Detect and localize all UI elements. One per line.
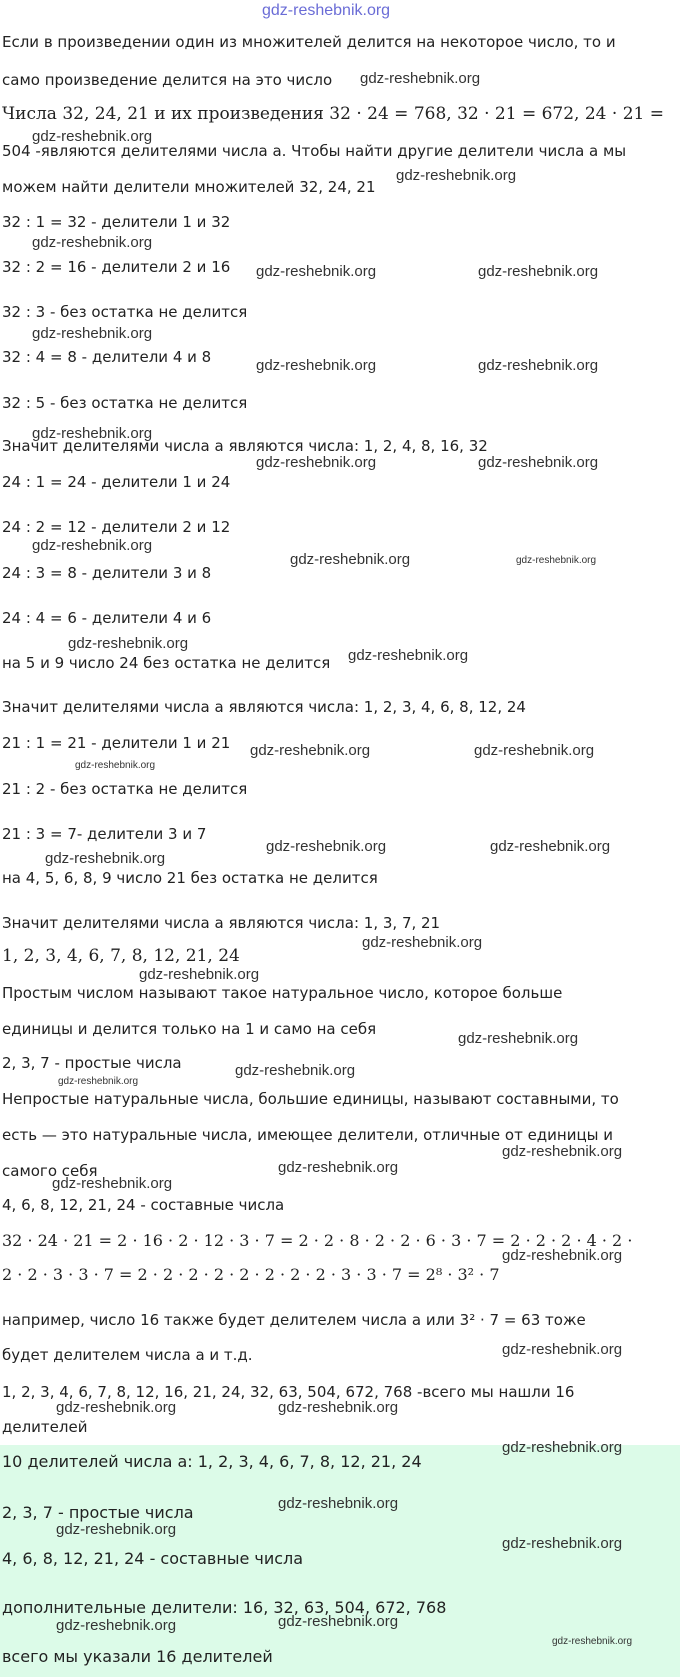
- text-line: 32 : 3 - без остатка не делится: [2, 303, 248, 321]
- watermark: gdz-reshebnik.org: [490, 838, 611, 855]
- watermark: gdz-reshebnik.org: [502, 1247, 623, 1264]
- text-line: 24 : 2 = 12 - делители 2 и 12: [2, 518, 231, 536]
- watermark: gdz-reshebnik.org: [68, 635, 189, 652]
- answer-line: всего мы указали 16 делителей: [2, 1647, 273, 1666]
- watermark: gdz-reshebnik.org: [32, 425, 153, 442]
- watermark: gdz-reshebnik.org: [256, 454, 377, 471]
- watermark: gdz-reshebnik.org: [56, 1521, 177, 1538]
- text-line: можем найти делители множителей 32, 24, 21: [2, 178, 376, 196]
- watermark: gdz-reshebnik.org: [478, 454, 599, 471]
- watermark: gdz-reshebnik.org: [235, 1062, 356, 1079]
- text-line: Числа 32, 24, 21 и их произведения 32 · 24 = 768, 32 · 21 = 672, 24 · 21 =: [2, 104, 664, 124]
- text-line: 4, 6, 8, 12, 21, 24 - составные числа: [2, 1196, 285, 1214]
- text-line: Значит делителями числа a являются числа: 1, 2, 3, 4, 6, 8, 12, 24: [2, 698, 526, 716]
- watermark: gdz-reshebnik.org: [250, 742, 371, 759]
- text-line: Простым числом называют такое натуральное число, которое больше: [2, 984, 563, 1002]
- text-line: 1, 2, 3, 4, 6, 7, 8, 12, 16, 21, 24, 32, 63, 504, 672, 768 -всего мы нашли 16: [2, 1383, 575, 1401]
- watermark: gdz-reshebnik.org: [360, 70, 481, 87]
- watermark: gdz-reshebnik.org: [256, 357, 377, 374]
- text-line: 1, 2, 3, 4, 6, 7, 8, 12, 21, 24: [2, 946, 240, 966]
- text-line: есть — это натуральные числа, имеющее делители, отличные от единицы и: [2, 1126, 614, 1144]
- text-line: 32 : 4 = 8 - делители 4 и 8: [2, 348, 212, 366]
- watermark: gdz-reshebnik.org: [478, 263, 599, 280]
- text-line: 32 · 24 · 21 = 2 · 16 · 2 · 12 · 3 · 7 = 2 · 2 · 8 · 2 · 2 · 6 · 3 · 7 = 2 · 2 · 2 · 4 · 2 ·: [2, 1231, 633, 1250]
- watermark: gdz-reshebnik.org: [45, 850, 166, 867]
- watermark: gdz-reshebnik.org: [75, 760, 156, 771]
- text-line: 504 -являются делителями числа a. Чтобы найти другие делители числа a мы: [2, 142, 627, 160]
- answer-line: 2, 3, 7 - простые числа: [2, 1503, 194, 1522]
- answer-line: 10 делителей числа a: 1, 2, 3, 4, 6, 7, 8, 12, 21, 24: [2, 1452, 422, 1471]
- answer-line: дополнительные делители: 16, 32, 63, 504, 672, 768: [2, 1598, 447, 1617]
- watermark: gdz-reshebnik.org: [552, 1636, 633, 1647]
- text-line: 32 : 5 - без остатка не делится: [2, 394, 248, 412]
- watermark: gdz-reshebnik.org: [56, 1617, 177, 1634]
- watermark: gdz-reshebnik.org: [32, 128, 153, 145]
- text-line: Непростые натуральные числа, большие единицы, называют составными, то: [2, 1090, 619, 1108]
- watermark: gdz-reshebnik.org: [266, 838, 387, 855]
- watermark: gdz-reshebnik.org: [278, 1159, 399, 1176]
- text-line: на 5 и 9 число 24 без остатка не делится: [2, 654, 331, 672]
- watermark: gdz-reshebnik.org: [32, 234, 153, 251]
- watermark: gdz-reshebnik.org: [32, 325, 153, 342]
- watermark: gdz-reshebnik.org: [278, 1399, 399, 1416]
- watermark: gdz-reshebnik.org: [502, 1535, 623, 1552]
- watermark: gdz-reshebnik.org: [502, 1439, 623, 1456]
- watermark: gdz-reshebnik.org: [278, 1613, 399, 1630]
- text-line: 24 : 4 = 6 - делители 4 и 6: [2, 609, 212, 627]
- text-line: 21 : 1 = 21 - делители 1 и 21: [2, 734, 231, 752]
- text-line: 32 : 1 = 32 - делители 1 и 32: [2, 213, 231, 231]
- watermark: gdz-reshebnik.org: [458, 1030, 579, 1047]
- watermark: gdz-reshebnik.org: [502, 1341, 623, 1358]
- watermark: gdz-reshebnik.org: [58, 1076, 139, 1087]
- watermark: gdz-reshebnik.org: [502, 1143, 623, 1160]
- watermark: gdz-reshebnik.org: [474, 742, 595, 759]
- watermark: gdz-reshebnik.org: [32, 537, 153, 554]
- text-line: Значит делителями числа a являются числа: 1, 3, 7, 21: [2, 914, 441, 932]
- text-line: 24 : 3 = 8 - делители 3 и 8: [2, 564, 212, 582]
- text-line: будет делителем числа a и т.д.: [2, 1346, 253, 1364]
- watermark: gdz-reshebnik.org: [56, 1399, 177, 1416]
- text-line: 2 · 2 · 3 · 3 · 7 = 2 · 2 · 2 · 2 · 2 · 2 · 2 · 2 · 3 · 3 · 7 = 2⁸ · 3² · 7: [2, 1265, 500, 1284]
- watermark: gdz-reshebnik.org: [516, 555, 597, 566]
- text-line: 24 : 1 = 24 - делители 1 и 24: [2, 473, 231, 491]
- watermark: gdz-reshebnik.org: [396, 167, 517, 184]
- text-line: например, число 16 также будет делителем числа a или 3² · 7 = 63 тоже: [2, 1311, 586, 1329]
- answer-line: 4, 6, 8, 12, 21, 24 - составные числа: [2, 1549, 304, 1568]
- watermark: gdz-reshebnik.org: [290, 551, 411, 568]
- text-line: делителей: [2, 1418, 88, 1436]
- text-line: 21 : 3 = 7- делители 3 и 7: [2, 825, 207, 843]
- watermark: gdz-reshebnik.org: [362, 934, 483, 951]
- text-line: на 4, 5, 6, 8, 9 число 21 без остатка не делится: [2, 869, 378, 887]
- text-line: Если в произведении один из множителей делится на некоторое число, то и: [2, 33, 616, 51]
- watermark: gdz-reshebnik.org: [348, 647, 469, 664]
- watermark: gdz-reshebnik.org: [52, 1175, 173, 1192]
- watermark: gdz-reshebnik.org: [262, 2, 391, 19]
- text-line: единицы и делится только на 1 и само на себя: [2, 1020, 377, 1038]
- watermark: gdz-reshebnik.org: [139, 966, 260, 983]
- text-line: само произведение делится на это число: [2, 71, 333, 89]
- text-line: самого себя: [2, 1162, 98, 1180]
- text-line: 32 : 2 = 16 - делители 2 и 16: [2, 258, 231, 276]
- text-line: 2, 3, 7 - простые числа: [2, 1054, 182, 1072]
- text-line: Значит делителями числа a являются числа: 1, 2, 4, 8, 16, 32: [2, 437, 488, 455]
- watermark: gdz-reshebnik.org: [256, 263, 377, 280]
- text-line: 21 : 2 - без остатка не делится: [2, 780, 248, 798]
- watermark: gdz-reshebnik.org: [478, 357, 599, 374]
- watermark: gdz-reshebnik.org: [278, 1495, 399, 1512]
